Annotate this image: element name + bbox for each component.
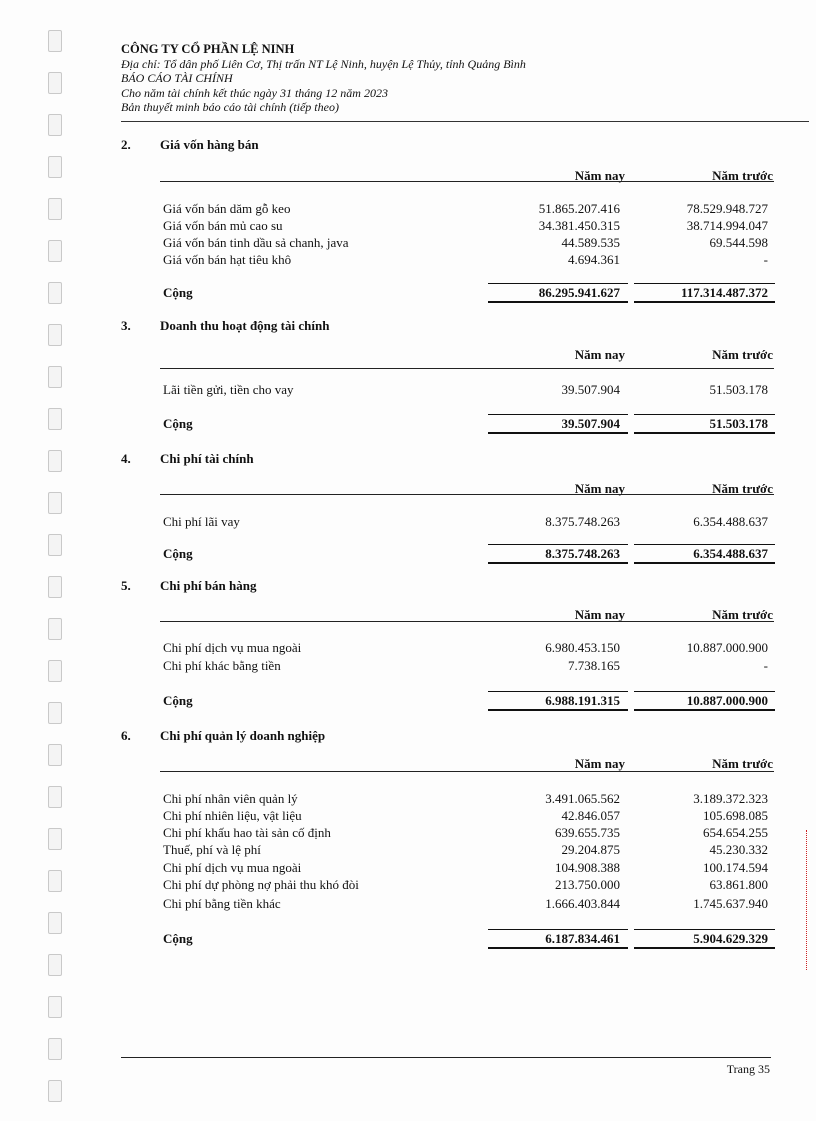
total-rule-top: [488, 929, 628, 930]
row-label: Chi phí dịch vụ mua ngoài: [163, 860, 302, 875]
row-value-previous: 6.354.488.637: [693, 514, 768, 529]
row-label: Giá vốn bán dăm gỗ keo: [163, 201, 291, 216]
total-rule-bottom: [488, 432, 628, 434]
total-value-previous: 117.314.487.372: [680, 285, 768, 300]
total-rule-bottom: [488, 709, 628, 711]
total-label: Cộng: [163, 931, 193, 946]
column-header-previous: Năm trước: [712, 756, 773, 771]
table-row: [0, 514, 816, 532]
notes-subtitle: Bản thuyết minh báo cáo tài chính (tiếp theo): [121, 100, 339, 114]
total-value-current: 86.295.941.627: [538, 285, 620, 300]
total-rule-top: [634, 691, 775, 692]
page-number: Trang 35: [726, 1062, 770, 1076]
section-number: 4.: [121, 451, 131, 466]
section-number: 2.: [121, 137, 131, 152]
section-title: Doanh thu hoạt động tài chính: [160, 318, 330, 333]
section-number: 3.: [121, 318, 131, 333]
row-value-previous: 63.861.800: [709, 877, 768, 892]
column-header-current: Năm nay: [574, 607, 625, 622]
column-header-previous: Năm trước: [712, 607, 773, 622]
table-row: [0, 235, 816, 253]
total-label: Cộng: [163, 693, 193, 708]
row-value-current: 213.750.000: [555, 877, 620, 892]
column-header-previous: Năm trước: [712, 168, 773, 183]
total-value-previous: 5.904.629.329: [693, 931, 768, 946]
company-address: Địa chỉ: Tổ dân phố Liên Cơ, Thị trấn NT Lệ Ninh, huyện Lệ Thủy, tỉnh Quảng Bình: [121, 56, 526, 71]
binder-holes: [44, 0, 66, 1121]
row-label: Thuế, phí và lệ phí: [163, 842, 261, 857]
section-title: Chi phí bán hàng: [160, 578, 257, 593]
column-header-current: Năm nay: [574, 168, 625, 183]
total-label: Cộng: [163, 416, 193, 431]
company-name: CÔNG TY CỔ PHẦN LỆ NINH: [121, 42, 295, 56]
total-rule-bottom: [634, 562, 775, 564]
table-row: [0, 218, 816, 236]
row-label: Chi phí nhân viên quản lý: [163, 791, 298, 806]
total-label: Cộng: [163, 546, 193, 561]
row-value-current: 7.738.165: [568, 658, 620, 673]
total-value-previous: 6.354.488.637: [693, 546, 768, 561]
table-row: [0, 896, 816, 914]
table-row: [0, 808, 816, 826]
total-rule-bottom: [634, 709, 775, 711]
column-header-current: Năm nay: [574, 756, 625, 771]
row-value-previous: 10.887.000.900: [686, 640, 768, 655]
row-label: Chi phí dự phòng nợ phải thu khó đòi: [163, 877, 359, 892]
section-rule: [160, 771, 774, 772]
total-value-previous: 51.503.178: [709, 416, 768, 431]
row-value-current: 51.865.207.416: [538, 201, 620, 216]
row-value-previous: -: [763, 252, 768, 267]
section-title: Chi phí tài chính: [160, 451, 254, 466]
section-rule: [160, 368, 774, 369]
total-rule-top: [488, 414, 628, 415]
row-value-previous: 51.503.178: [709, 382, 768, 397]
row-value-current: 44.589.535: [561, 235, 620, 250]
row-label: Chi phí lãi vay: [163, 514, 240, 529]
row-value-current: 1.666.403.844: [545, 896, 620, 911]
section-number: 6.: [121, 728, 131, 743]
table-row: [0, 201, 816, 219]
row-value-previous: 69.544.598: [709, 235, 768, 250]
total-value-previous: 10.887.000.900: [686, 693, 768, 708]
total-rule-bottom: [634, 947, 775, 949]
row-value-previous: 1.745.637.940: [693, 896, 768, 911]
row-value-previous: 78.529.948.727: [686, 201, 768, 216]
column-header-current: Năm nay: [574, 347, 625, 362]
total-value-current: 6.187.834.461: [545, 931, 620, 946]
table-row: [0, 658, 816, 676]
row-label: Giá vốn bán hạt tiêu khô: [163, 252, 292, 267]
total-value-current: 6.988.191.315: [545, 693, 620, 708]
total-rule-top: [634, 283, 775, 284]
section-title: Chi phí quản lý doanh nghiệp: [160, 728, 326, 743]
table-row: [0, 791, 816, 809]
row-value-previous: 105.698.085: [703, 808, 768, 823]
total-rule-top: [634, 414, 775, 415]
section-rule: [160, 181, 774, 182]
table-row: [0, 877, 816, 895]
margin-mark: [806, 830, 813, 970]
total-rule-top: [634, 929, 775, 930]
header-divider: [121, 121, 809, 122]
total-rule-top: [488, 691, 628, 692]
row-value-previous: 38.714.994.047: [686, 218, 768, 233]
row-value-previous: 654.654.255: [703, 825, 768, 840]
section-title: Giá vốn hàng bán: [160, 137, 259, 152]
total-rule-bottom: [488, 947, 628, 949]
document-header: [121, 42, 526, 115]
footer-divider: [121, 1057, 771, 1058]
row-value-previous: 3.189.372.323: [693, 791, 768, 806]
row-value-previous: 45.230.332: [709, 842, 768, 857]
total-rule-bottom: [634, 301, 775, 303]
table-row: [0, 382, 816, 400]
total-rule-bottom: [488, 301, 628, 303]
total-label: Cộng: [163, 285, 193, 300]
row-value-current: 4.694.361: [568, 252, 620, 267]
table-row: [0, 252, 816, 270]
total-rule-top: [634, 544, 775, 545]
total-value-current: 39.507.904: [561, 416, 620, 431]
row-label: Chi phí dịch vụ mua ngoài: [163, 640, 302, 655]
total-rule-top: [488, 283, 628, 284]
table-row: [0, 842, 816, 860]
column-header-previous: Năm trước: [712, 481, 773, 496]
row-value-current: 34.381.450.315: [538, 218, 620, 233]
section-rule: [160, 621, 774, 622]
column-header-previous: Năm trước: [712, 347, 773, 362]
row-label: Chi phí nhiên liệu, vật liệu: [163, 808, 302, 823]
row-value-current: 42.846.057: [561, 808, 620, 823]
row-label: Giá vốn bán mủ cao su: [163, 218, 283, 233]
row-label: Giá vốn bán tinh dầu sả chanh, java: [163, 235, 349, 250]
total-rule-bottom: [634, 432, 775, 434]
row-value-current: 8.375.748.263: [545, 514, 620, 529]
section-number: 5.: [121, 578, 131, 593]
column-header-current: Năm nay: [574, 481, 625, 496]
report-period: Cho năm tài chính kết thúc ngày 31 tháng 12 năm 2023: [121, 85, 388, 100]
row-value-current: 29.204.875: [561, 842, 620, 857]
row-value-current: 6.980.453.150: [545, 640, 620, 655]
table-row: [0, 825, 816, 843]
report-title: BÁO CÁO TÀI CHÍNH: [121, 71, 233, 85]
section-rule: [160, 494, 774, 495]
row-label: Lãi tiền gửi, tiền cho vay: [163, 382, 294, 397]
table-row: [0, 640, 816, 658]
total-rule-top: [488, 544, 628, 545]
row-label: Chi phí khấu hao tài sản cố định: [163, 825, 331, 840]
row-value-current: 39.507.904: [561, 382, 620, 397]
row-value-previous: -: [763, 658, 768, 673]
row-value-previous: 100.174.594: [703, 860, 768, 875]
total-value-current: 8.375.748.263: [545, 546, 620, 561]
row-value-current: 3.491.065.562: [545, 791, 620, 806]
total-rule-bottom: [488, 562, 628, 564]
table-row: [0, 860, 816, 878]
row-label: Chi phí bằng tiền khác: [163, 896, 281, 911]
row-value-current: 639.655.735: [555, 825, 620, 840]
row-value-current: 104.908.388: [555, 860, 620, 875]
row-label: Chi phí khác bằng tiền: [163, 658, 281, 673]
